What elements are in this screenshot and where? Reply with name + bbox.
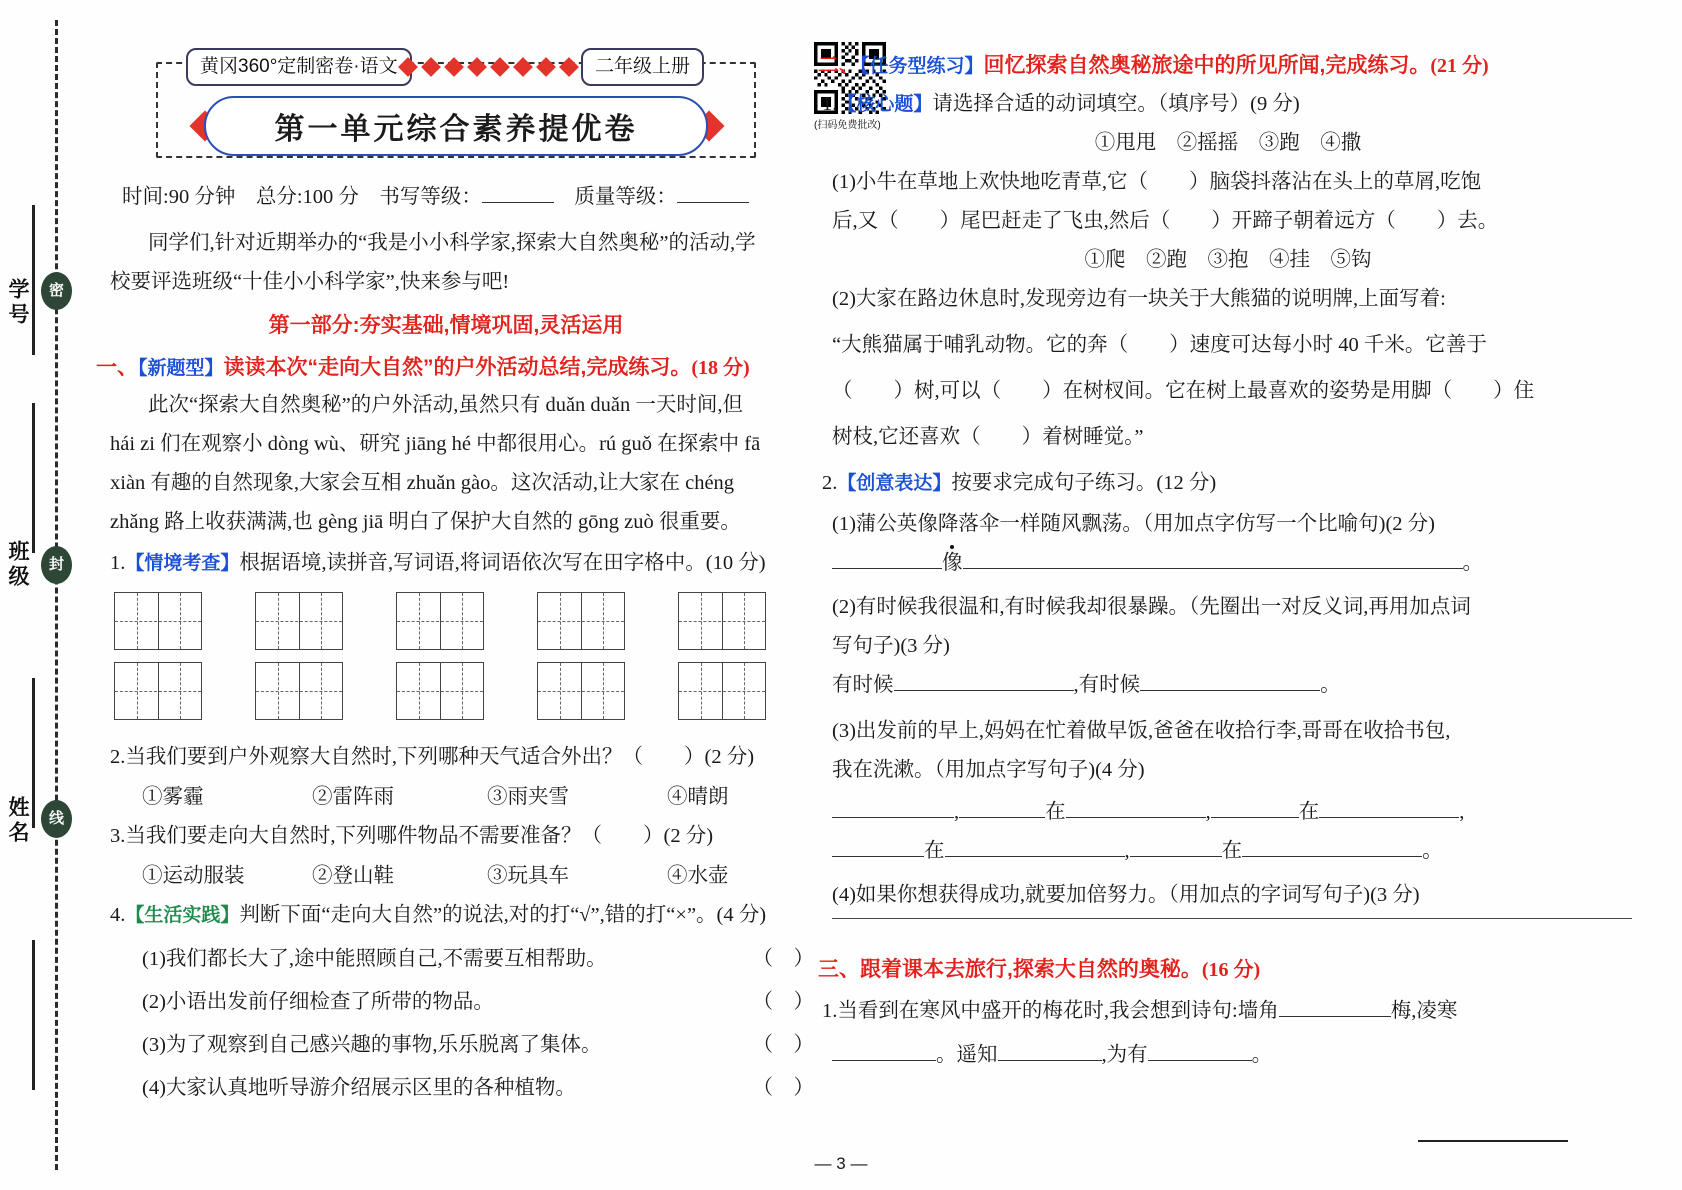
verb-bank-a: ①甩甩 ②摇摇 ③跑 ④撒 [1094, 132, 1362, 154]
q2-option-3[interactable]: ③雨夹雪 [487, 786, 569, 808]
q2-option-2[interactable]: ②雷阵雨 [312, 786, 394, 808]
section2-number: 二、 [818, 53, 860, 77]
section3-prompt: 跟着课本去旅行,探索大自然的奥秘。 [860, 958, 1202, 981]
q1-number: 1. [110, 552, 126, 574]
grade-pill: 二年级上册 [581, 48, 704, 86]
seal-rule [32, 205, 35, 355]
s2q1-line-b2: “大熊猫属于哺乳动物。它的奔（ ）速度可达每小时 40 千米。它善于 [832, 334, 1487, 356]
q3-option-4[interactable]: ④水壶 [667, 865, 729, 887]
section3-number: 三、 [818, 958, 860, 981]
q4-tag: 【生活实践】 [125, 905, 240, 926]
blank-line[interactable] [832, 817, 954, 818]
s2q2-sub4-answer-line[interactable] [832, 918, 1632, 919]
blank-line[interactable] [894, 690, 1074, 691]
q1-heading [110, 544, 766, 583]
q1-text: 根据语境,读拼音,写词语,将词语依次写在田字格中。 [239, 552, 706, 574]
section1-score: (18 分) [691, 357, 750, 379]
q4-item-3: (3)为了观察到自己感兴趣的事物,乐乐脱离了集体。 [142, 1034, 602, 1056]
q3-option-2[interactable]: ②登山鞋 [312, 865, 394, 887]
tianzige-cell[interactable] [396, 592, 484, 650]
tianzige-cell[interactable] [537, 662, 625, 720]
blank-line[interactable] [1130, 856, 1222, 857]
verb-bank-b: ①爬 ②跑 ③抱 ④挂 ⑤钩 [1084, 249, 1372, 271]
qr-caption: (扫码免费批改) [814, 120, 881, 131]
blank-line[interactable] [1319, 817, 1459, 818]
q4-number: 4. [110, 904, 126, 926]
page-number: — 3 — [814, 1154, 868, 1173]
q3-option-1[interactable]: ①运动服装 [142, 865, 245, 887]
tianzige-cell[interactable] [114, 592, 202, 650]
blank-line[interactable] [963, 568, 1463, 569]
blank-line[interactable] [832, 1060, 936, 1061]
q2-text: 当我们要到户外观察大自然时,下列哪种天气适合外出？（ ）(2 分) [125, 746, 755, 768]
judgement-row [142, 938, 814, 981]
s2q2-sub2-answer: 有时候 ,有时候 。 [832, 674, 1341, 696]
meta-quality-grade-label: 质量等级： [574, 186, 677, 208]
tianzige-row-1 [114, 592, 766, 650]
s2q1-line-b3: （ ）树,可以（ ）在树杈间。它在树上最喜欢的姿势是用脚（ ）住 [832, 380, 1535, 402]
write-grade-blank[interactable] [482, 202, 554, 203]
s2q2-sub2-text-b: 写句子)(3 分) [832, 635, 950, 657]
blank-line[interactable] [1066, 817, 1206, 818]
tianzige-cell[interactable] [678, 662, 766, 720]
s2q1-text: 请选择合适的动词填空。（填序号）(9 分) [932, 93, 1300, 115]
blank-line[interactable] [1242, 856, 1422, 857]
s2q2-score: (12 分) [1156, 472, 1217, 494]
tianzige-row-2 [114, 662, 766, 720]
q4-answer-4[interactable]: （ ） [752, 1077, 814, 1099]
s2q1-line-b1: (2)大家在路边休息时,发现旁边有一块关于大熊猫的说明牌,上面写着: [832, 288, 1446, 310]
blank-line[interactable] [945, 856, 1125, 857]
seal-rule [32, 678, 35, 828]
section2-prompt: 回忆探索自然奥秘旅途中的所见所闻,完成练习。 [983, 54, 1431, 77]
q3-options [142, 857, 782, 896]
q3-number: 3. [110, 825, 126, 847]
s2q2-sub3-text-b: 我在洗漱。（用加点字写句子)(4 分) [832, 759, 1145, 781]
blank-line[interactable] [1279, 1016, 1391, 1017]
q3-option-3[interactable]: ③玩具车 [487, 865, 569, 887]
left-column [96, 0, 881, 1190]
tianzige-cell[interactable] [255, 662, 343, 720]
q2-heading [110, 738, 754, 777]
q2-number: 2. [110, 746, 126, 768]
s2q2-number: 2. [822, 472, 838, 494]
meta-line [122, 178, 749, 217]
s2q2-sub1-text: (1)蒲公英像降落伞一样随风飘荡。（用加点字仿写一个比喻句)(2 分) [832, 513, 1436, 535]
judgement-row [142, 1067, 814, 1110]
s2q2-sub2-text-a: (2)有时候我很温和,有时候我却很暴躁。（先圈出一对反义词,再用加点词 [832, 596, 1471, 618]
sidebar-label-banji: 班级 [6, 540, 29, 590]
intro-line-2: 校要评选班级“十佳小小科学家”,快来参与吧! [110, 271, 510, 293]
section1-tag: 【新题型】 [138, 358, 224, 379]
s2q2-text: 按要求完成句子练习。 [951, 472, 1157, 494]
tianzige-cell[interactable] [396, 662, 484, 720]
s2q2-sub4-text: (4)如果你想获得成功,就要加倍努力。（用加点的字词写句子)(3 分) [832, 884, 1420, 906]
paper-header [156, 46, 776, 166]
section1-number: 一、 [96, 355, 138, 379]
q4-score: (4 分) [716, 904, 767, 926]
sidebar-label-xuehao: 学号 [6, 278, 29, 328]
s3q1-line-a: 1.当看到在寒风中盛开的梅花时,我会想到诗句:墙角 梅,凌寒 [822, 1000, 1458, 1022]
seal-badge-mi: 密 [41, 272, 72, 310]
s2q1-heading [822, 85, 1300, 124]
tianzige-cell[interactable] [678, 592, 766, 650]
section2-heading [818, 46, 1489, 87]
judgement-row [142, 981, 814, 1024]
seal-rule [32, 403, 35, 553]
q4-text: 判断下面“走向大自然”的说法,对的打“√”,错的打“×”。 [239, 904, 717, 926]
q4-item-2: (2)小语出发前仔细检查了所带的物品。 [142, 991, 494, 1013]
section2-score: (21 分) [1430, 55, 1489, 77]
passage-line-2: hái zi 们在观察小 dòng wù、研究 jiāng hé 中都很用心。rú guǒ 在探索中 fā [110, 433, 761, 455]
meta-time: 时间:90 分钟 [122, 186, 236, 208]
tianzige-cell[interactable] [255, 592, 343, 650]
s2q2-heading [822, 464, 1216, 503]
passage-line-1: 此次“探索大自然奥秘”的户外活动,虽然只有 duǎn duǎn 一天时间,但 [148, 394, 744, 416]
section1-prompt: 读读本次“走向大自然”的户外活动总结,完成练习。 [223, 356, 692, 379]
seal-rule [32, 940, 35, 1090]
q1-tag: 【情境考查】 [125, 553, 240, 574]
seal-badge-xian: 线 [41, 800, 72, 838]
q2-options [142, 778, 782, 817]
right-column [818, 0, 1664, 1190]
section1-heading [96, 348, 750, 389]
q4-answer-2[interactable]: （ ） [752, 991, 814, 1013]
blank-line[interactable] [1211, 817, 1299, 818]
s3q1-line-b: 。遥知 ,为有 。 [832, 1036, 1272, 1075]
section2-tag: 【任务型练习】 [860, 56, 984, 77]
meta-total: 总分:100 分 [255, 186, 359, 208]
q4-heading [110, 896, 766, 935]
seal-badge-feng: 封 [41, 546, 72, 584]
q4-answer-3[interactable]: （ ） [752, 1034, 814, 1056]
seal-dashed-line [55, 20, 58, 1170]
blank-line[interactable] [1140, 690, 1320, 691]
s2q1-number: 1. [822, 93, 838, 115]
section3-heading [818, 950, 1260, 991]
tianzige-cell[interactable] [537, 592, 625, 650]
s2q1-line-a1: (1)小牛在草地上欢快地吃青草,它（ ）脑袋抖落沾在头上的草屑,吃饱 [832, 171, 1482, 193]
q2-option-4[interactable]: ④晴朗 [667, 786, 729, 808]
brand-pill: 黄冈360°定制密卷·语文 [186, 48, 412, 86]
passage-line-3: xiàn 有趣的自然现象,大家会互相 zhuǎn gào。这次活动,让大家在 chéng [110, 472, 735, 494]
s2q2-sub3-text-a: (3)出发前的早上,妈妈在忙着做早饭,爸爸在收拾行李,哥哥在收拾书包, [832, 720, 1451, 742]
intro-line-1: 同学们,针对近期举办的“我是小小科学家,探索大自然奥秘”的活动,学 [148, 232, 756, 254]
blank-line[interactable] [832, 568, 942, 569]
s2q2-sub1-answer: 像 。 [832, 544, 1483, 583]
judgement-row [142, 1024, 814, 1067]
s2q1-line-a2: 后,又（ ）尾巴赶走了飞虫,然后（ ）开蹄子朝着远方（ ）去。 [832, 210, 1499, 232]
s3q1-number: 1. [822, 1000, 838, 1022]
page-title: 第一单元综合素养提优卷 [274, 113, 638, 146]
dotted-word-xiang: 像 [942, 552, 963, 574]
passage-line-4: zhǎng 路上收获满满,也 gèng jiā 明白了保护大自然的 gōng zuò 很重要。 [110, 511, 741, 533]
blank-line[interactable] [959, 817, 1045, 818]
sidebar-label-xingming: 姓名 [6, 796, 29, 846]
q4-item-1: (1)我们都长大了,途中能照顾自己,不需要互相帮助。 [142, 948, 607, 970]
q1-score: (10 分) [705, 552, 766, 574]
s2q2-tag: 【创意表达】 [837, 473, 952, 494]
s2q2-sub3-answer-row2: 在 , 在 。 [832, 832, 1443, 871]
q4-item-4: (4)大家认真地听导游介绍展示区里的各种植物。 [142, 1077, 576, 1099]
diamond-divider [401, 60, 581, 76]
section3-score: (16 分) [1201, 959, 1261, 981]
s2q2-sub3-answer-row1: , 在 , 在 , [832, 793, 1464, 832]
part1-banner: 第一部分:夯实基础,情境巩固,灵活运用 [268, 314, 624, 337]
page-title-box [204, 96, 708, 156]
footer-rule [1418, 1140, 1568, 1142]
blank-line[interactable] [832, 856, 924, 857]
q4-answer-1[interactable]: （ ） [752, 948, 814, 970]
s2q1-tag: 【核心题】 [837, 94, 933, 115]
blank-line[interactable] [1148, 1060, 1252, 1061]
q3-heading [110, 817, 713, 856]
s2q1-line-b4: 树枝,它还喜欢（ ）着树睡觉。” [832, 426, 1144, 448]
q3-text: 当我们要走向大自然时,下列哪件物品不需要准备？（ ）(2 分) [125, 825, 714, 847]
meta-write-grade-label: 书写等级： [379, 186, 482, 208]
q2-option-1[interactable]: ①雾霾 [142, 786, 204, 808]
blank-line[interactable] [998, 1060, 1102, 1061]
seal-sidebar [0, 0, 96, 1190]
q4-item-list [142, 938, 814, 1110]
quality-grade-blank[interactable] [677, 202, 749, 203]
tianzige-cell[interactable] [114, 662, 202, 720]
